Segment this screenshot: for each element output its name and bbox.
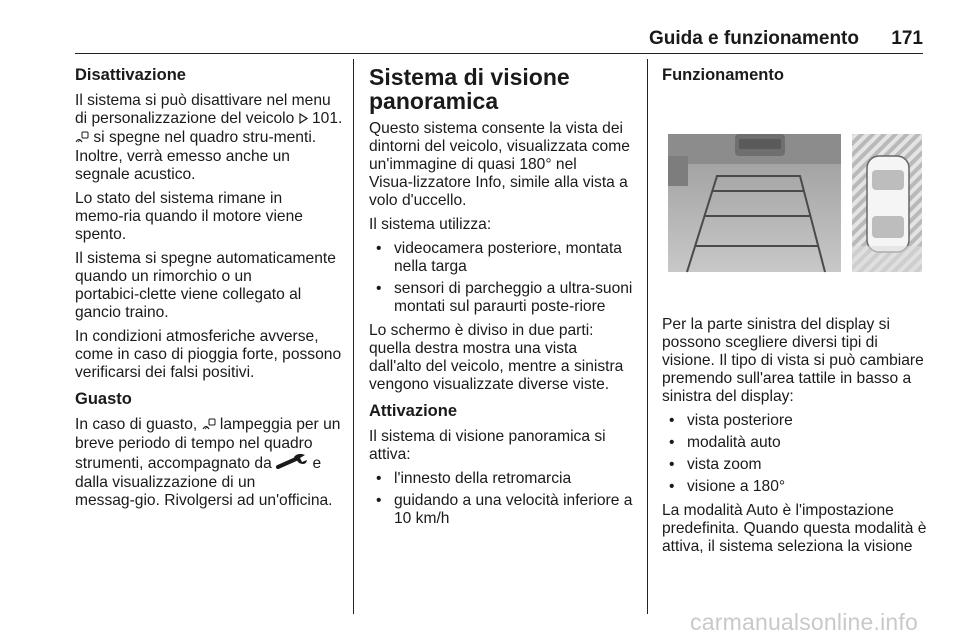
paragraph-disattivazione xyxy=(75,92,343,184)
list-item: • modalità auto xyxy=(662,434,930,452)
list-components xyxy=(369,240,633,316)
text-span: Il sistema si può disattivare nel menu di personalizzazione del veicolo xyxy=(75,92,331,127)
paragraph-rimorchio: Il sistema si spegne automaticamente quando un rimorchio o un portabici‑clette viene collegato al gancio traino. xyxy=(75,250,336,321)
column-2 xyxy=(369,59,633,534)
paragraph-schermo: Lo schermo è diviso in due parti: quella destra mostra una vista dall'alto del veicolo, mentre a sinistra vengono visualizzate diverse viste. xyxy=(369,322,624,393)
paragraph-utilizza: Il sistema utilizza: xyxy=(369,216,492,233)
page-header xyxy=(75,28,923,54)
camera-status-icon xyxy=(202,417,216,435)
list-item: • vista zoom xyxy=(662,456,930,474)
list-item: • l'innesto della retromarcia xyxy=(369,470,633,488)
column-3 xyxy=(662,59,930,562)
heading-attivazione: Attivazione xyxy=(369,402,458,420)
list-item: • sensori di parcheggio a ultra‑suoni montati sul paraurti poste‑riore xyxy=(369,280,633,316)
list-activation xyxy=(369,470,633,528)
text-span: lampeggia per un breve periodo di tempo nel quadro strumenti, accompagnato da xyxy=(75,416,341,472)
column-1 xyxy=(75,59,343,516)
column-divider-1 xyxy=(353,59,354,614)
watermark: carmanualsonline.info xyxy=(690,609,918,635)
wrench-icon xyxy=(276,453,308,474)
paragraph-auto: La modalità Auto è l'impostazione predefinita. Quando questa modalità è attiva, il sistema seleziona la visione xyxy=(662,502,927,555)
heading-sistema-visione: Sistema di visione panoramica xyxy=(369,64,570,114)
text-span: e dalla visualizzazione di un messag‑gio. Rivolgersi ad un'officina. xyxy=(75,455,333,509)
page-header-title: Guida e funzionamento xyxy=(648,28,859,49)
camera-display-illustration xyxy=(665,96,923,306)
paragraph-guasto xyxy=(75,416,343,510)
triangle-right-icon xyxy=(299,111,308,129)
heading-disattivazione: Disattivazione xyxy=(75,66,186,84)
paragraph-visione: Per la parte sinistra del display si possono scegliere diversi tipi di visione. Il tipo di vista si può cambiare premendo sull'area tattile in basso a sinistra del display: xyxy=(662,316,924,405)
column-divider-2 xyxy=(647,59,648,614)
paragraph-attivazione: Il sistema di visione panoramica si attiva: xyxy=(369,428,606,463)
text-span: si spegne nel quadro stru‑menti. Inoltre, verrà emesso anche un segnale acustico. xyxy=(75,129,317,183)
heading-guasto: Guasto xyxy=(75,390,132,408)
list-item: • guidando a una velocità inferiore a 10 km/h xyxy=(369,492,633,528)
list-view-modes xyxy=(662,412,930,496)
camera-status-icon xyxy=(75,130,89,148)
header-rule xyxy=(75,53,923,54)
text-span: In caso di guasto, xyxy=(75,416,198,433)
paragraph-condizioni: In condizioni atmosferiche avverse, come in caso di pioggia forte, possono verificarsi dei falsi positivi. xyxy=(75,328,342,381)
list-item: • vista posteriore xyxy=(662,412,930,430)
paragraph-memoria: Lo stato del sistema rimane in memo‑ria quando il motore viene spento. xyxy=(75,190,303,243)
list-item: • videocamera posteriore, montata nella targa xyxy=(369,240,633,276)
page-reference-link[interactable]: 101. xyxy=(312,110,343,127)
list-item: • visione a 180° xyxy=(662,478,930,496)
paragraph-intro: Questo sistema consente la vista dei dintorni del veicolo, visualizzata come un'immagine di quasi 180° nel Visua‑lizzatore Info, simile alla vista a volo d'uccello. xyxy=(369,120,630,209)
page-number: 171 xyxy=(891,28,923,49)
heading-funzionamento: Funzionamento xyxy=(662,66,784,84)
